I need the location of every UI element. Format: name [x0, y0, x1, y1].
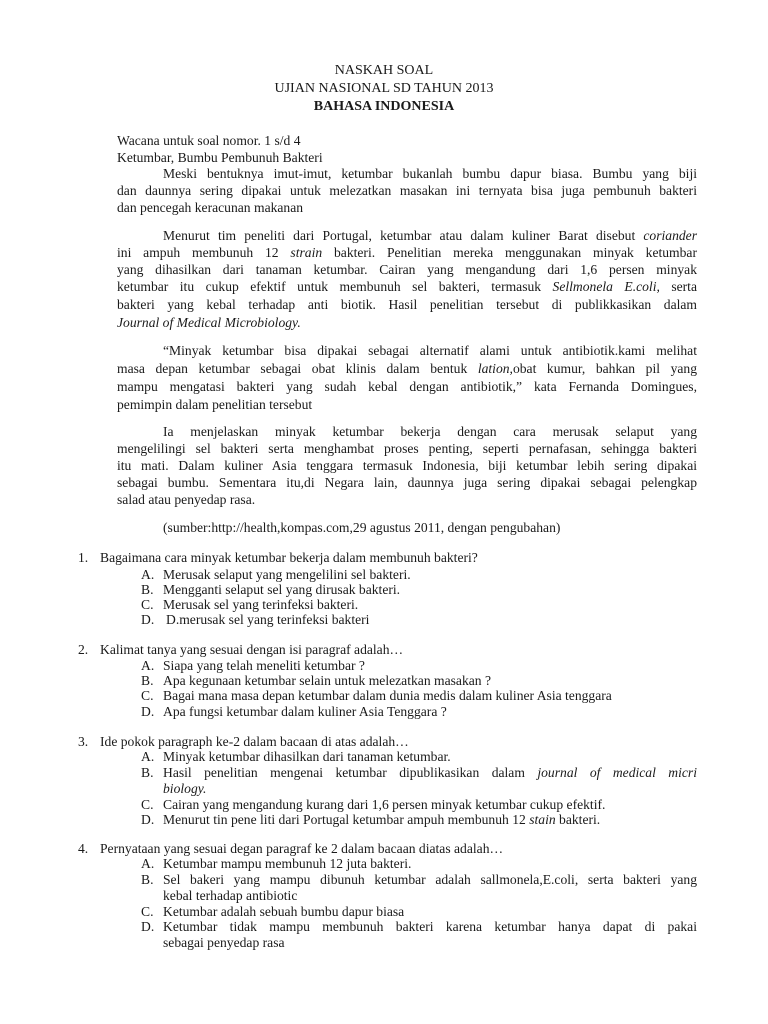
p2-line-6: Journal of Medical Microbiology.	[117, 315, 301, 330]
question-number: 4.	[78, 841, 89, 856]
option-text: D.merusak sel yang terinfeksi bakteri	[166, 612, 370, 627]
question-text: Kalimat tanya yang sesuai dengan isi paragraf adalah…	[100, 642, 404, 657]
option-letter: D.	[141, 612, 155, 627]
doc-title: NASKAH SOAL	[334, 63, 434, 78]
p4-line-3: itu mati. Dalam kuliner Asia tenggara termasuk Indonesia, biji ketumbar lebih sering dipakai	[117, 458, 697, 473]
option-text: Menurut tin pene liti dari Portugal ketumbar ampuh membunuh 12 stain bakteri.	[163, 812, 601, 827]
option-text: Ketumbar adalah sebuah bumbu dapur biasa	[163, 904, 405, 919]
p1-line-1: Meski bentuknya imut-imut, ketumbar bukanlah bumbu dapur biasa. Bumbu yang biji	[163, 166, 697, 181]
passage-intro: Wacana untuk soal nomor. 1 s/d 4	[117, 133, 301, 148]
option-text-cont: biology.	[163, 781, 207, 796]
option-text: Siapa yang telah meneliti ketumbar ?	[163, 658, 365, 673]
question-text: Ide pokok paragraph ke-2 dalam bacaan di atas adalah…	[100, 734, 409, 749]
p3-line-3: mampu mengatasi bakteri yang sudah kebal dengan antibiotik,” kata Fernanda Domingues,	[117, 379, 697, 394]
p1-line-3: dan pencegah keracunan makanan	[117, 200, 304, 215]
p3-line-4: pemimpin dalam penelitian tersebut	[117, 397, 313, 412]
option-letter: A.	[141, 856, 155, 871]
option-letter: A.	[141, 567, 155, 582]
option-text: Hasil penelitian mengenai ketumbar dipublikasikan dalam journal of medical micri	[163, 765, 697, 780]
question-text: Bagaimana cara minyak ketumbar bekerja dalam membunuh bakteri?	[100, 550, 478, 565]
p2-line-3: yang dihasilkan dari tanaman ketumbar. Cairan yang mengandung dari 1,6 persen minyak	[117, 262, 697, 277]
option-text-cont: sebagai penyedap rasa	[163, 935, 285, 950]
option-text: Bagai mana masa depan ketumbar dalam dunia medis dalam kuliner Asia tenggara	[163, 688, 612, 703]
option-letter: C.	[141, 904, 154, 919]
question-number: 2.	[78, 642, 89, 657]
option-text: Minyak ketumbar dihasilkan dari tanaman ketumbar.	[163, 749, 451, 764]
p2-line-5: bakteri yang kebal terhadap anti biotik. Hasil penelitian tersebut di publikkasikan dalam	[117, 297, 697, 312]
question-number: 1.	[78, 550, 89, 565]
p4-line-1: Ia menjelaskan minyak ketumbar bekerja dengan cara merusak selaput yang	[163, 424, 697, 439]
p2-line-1: Menurut tim peneliti dari Portugal, ketumbar atau dalam kuliner Barat disebut coriander	[163, 228, 697, 243]
option-letter: B.	[141, 582, 154, 597]
option-text: Cairan yang mengandung kurang dari 1,6 persen minyak ketumbar cukup efektif.	[163, 797, 606, 812]
passage-title: Ketumbar, Bumbu Pembunuh Bakteri	[117, 150, 323, 165]
p1-line-2: dan daunnya sering dipakai untuk melezatkan masakan ini ternyata bisa juga pembunuh bakteri	[117, 183, 697, 198]
p4-line-5: salad atau penyedap rasa.	[117, 492, 256, 507]
option-text: Apa kegunaan ketumbar selain untuk melezatkan masakan ?	[163, 673, 492, 688]
option-text-cont: kebal terhadap antibiotic	[163, 888, 298, 903]
question-text: Pernyataan yang sesuai degan paragraf ke 2 dalam bacaan diatas adalah…	[100, 841, 504, 856]
option-letter: B.	[141, 673, 154, 688]
option-letter: D.	[141, 919, 155, 934]
option-text: Apa fungsi ketumbar dalam kuliner Asia Tenggara ?	[163, 704, 447, 719]
doc-subject: BAHASA INDONESIA	[313, 99, 455, 114]
option-letter: D.	[141, 704, 155, 719]
option-letter: B.	[141, 872, 154, 887]
option-text: Merusak sel yang terinfeksi bakteri.	[163, 597, 359, 612]
option-letter: A.	[141, 749, 155, 764]
option-letter: B.	[141, 765, 154, 780]
option-text: Ketumbar tidak mampu membunuh bakteri karena ketumbar hanya dapat di pakai	[163, 919, 697, 934]
option-letter: C.	[141, 597, 154, 612]
p3-line-1: “Minyak ketumbar bisa dipakai sebagai alternatif alami untuk antibiotik.kami melihat	[163, 343, 697, 358]
p4-line-2: mengelilingi sel bakteri serta menghambat proses penting, seperti pernafasan, sehingga bakteri	[117, 441, 697, 456]
p4-line-4: sebagai bumbu. Sementara itu,di Negara lain, daunnya juga sering dipakai sebagai pelengkap	[117, 475, 697, 490]
option-letter: D.	[141, 812, 155, 827]
option-text: Ketumbar mampu membunuh 12 juta bakteri.	[163, 856, 412, 871]
option-text: Mengganti selaput sel yang dirusak bakteri.	[163, 582, 401, 597]
option-letter: A.	[141, 658, 155, 673]
p3-line-2: masa depan ketumbar sebagai obat klinis dalam bentuk lation,obat kumur, bahkan pil yang	[117, 361, 697, 376]
option-text: Merusak selaput yang mengelilini sel bakteri.	[163, 567, 411, 582]
doc-subtitle: UJIAN NASIONAL SD TAHUN 2013	[274, 81, 494, 96]
option-letter: C.	[141, 797, 154, 812]
passage-source: (sumber:http://health,kompas.com,29 agustus 2011, dengan pengubahan)	[163, 520, 561, 535]
p2-line-2: ini ampuh membunuh 12 strain bakteri. Penelitian mereka menggunakan minyak ketumbar	[117, 245, 697, 260]
question-number: 3.	[78, 734, 89, 749]
option-text: Sel bakeri yang mampu dibunuh ketumbar adalah sallmonela,E.coli, serta bakteri yang	[163, 872, 697, 887]
p2-line-4: ketumbar itu cukup efektif untuk membunuh sel bakteri, termasuk Sellmonela E.coli, serta	[117, 279, 697, 294]
option-letter: C.	[141, 688, 154, 703]
